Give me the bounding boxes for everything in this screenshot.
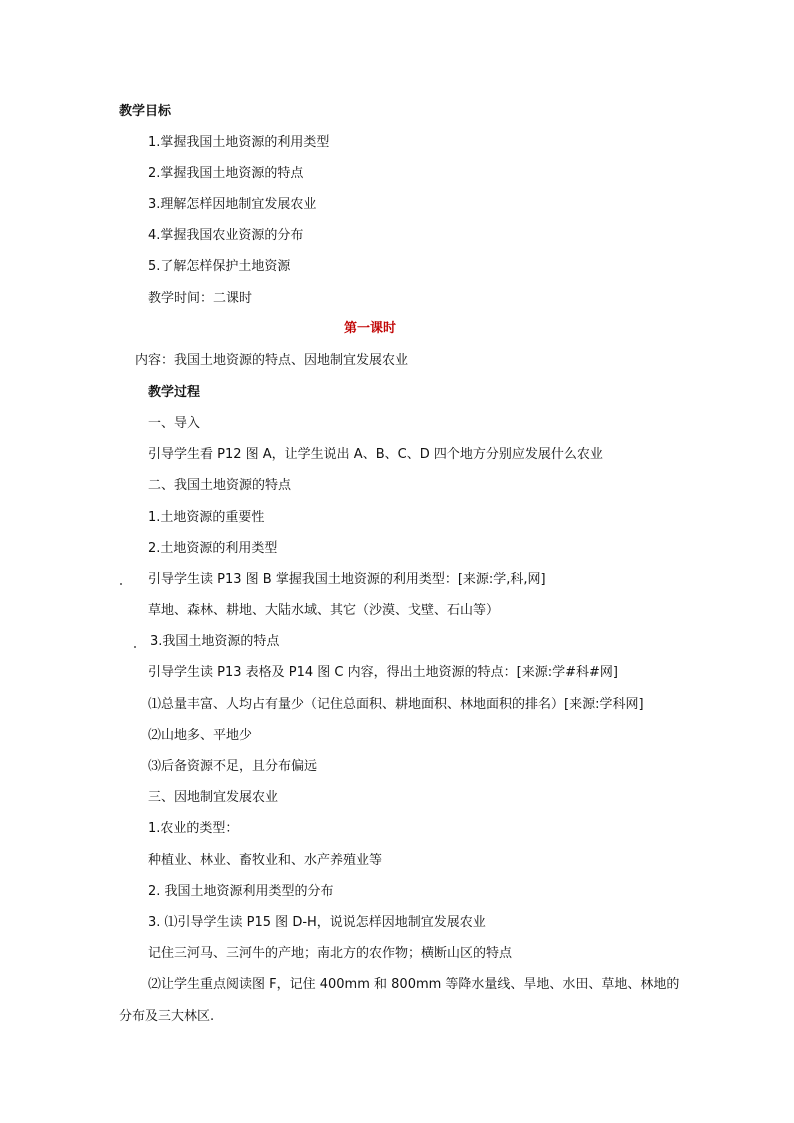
- text-line: 引导学生读 P13 图 B 掌握我国土地资源的利用类型：[来源:学,科,网]: [148, 572, 546, 587]
- text-line: 2.土地资源的利用类型: [148, 541, 278, 556]
- text-line: 1.农业的类型：: [148, 821, 239, 836]
- heading-teaching-process: 教学过程: [148, 385, 201, 400]
- lesson-title: 第一课时: [344, 321, 397, 336]
- text-line: 1.土地资源的重要性: [148, 510, 265, 525]
- objective-2: 2.掌握我国土地资源的特点: [148, 166, 304, 181]
- objective-3: 3.理解怎样因地制宜发展农业: [148, 197, 317, 212]
- objective-4: 4.掌握我国农业资源的分布: [148, 228, 304, 243]
- text-line: 草地、森林、耕地、大陆水域、其它（沙漠、戈壁、石山等）: [148, 603, 500, 618]
- text-line: ⑶后备资源不足，且分布偏远: [148, 759, 318, 774]
- objective-1: 1.掌握我国土地资源的利用类型: [148, 135, 330, 150]
- text-line: 3.我国土地资源的特点: [150, 634, 280, 649]
- text-line: 2. 我国土地资源利用类型的分布: [148, 884, 334, 899]
- text-line: ⑵山地多、平地少: [148, 728, 253, 743]
- text-line: 种植业、林业、畜牧业和、水产养殖业等: [148, 853, 383, 868]
- objective-5: 5.了解怎样保护土地资源: [148, 259, 291, 274]
- text-line: 引导学生读 P13 表格及 P14 图 C 内容，得出土地资源的特点：[来源:学#科#网]: [148, 665, 618, 680]
- text-line: 二、我国土地资源的特点: [148, 478, 292, 493]
- content-line: 内容：我国土地资源的特点、因地制宜发展农业: [135, 353, 409, 368]
- text-line: 分布及三大林区.: [119, 1009, 215, 1024]
- text-line: ⑵让学生重点阅读图 F，记住 400mm 和 800mm 等降水量线、旱地、水田、草地、林地的: [148, 977, 680, 992]
- heading-teaching-goals: 教学目标: [119, 104, 172, 119]
- margin-mark: [134, 646, 136, 648]
- text-line: 三、因地制宜发展农业: [148, 790, 279, 805]
- text-line: ⑴总量丰富、人均占有量少（记住总面积、耕地面积、林地面积的排名）[来源:学科网]: [148, 697, 644, 712]
- text-line: 3. ⑴引导学生读 P15 图 D-H，说说怎样因地制宜发展农业: [148, 915, 486, 930]
- text-line: 记住三河马、三河牛的产地；南北方的农作物；横断山区的特点: [148, 946, 513, 961]
- text-line: 引导学生看 P12 图 A，让学生说出 A、B、C、D 四个地方分别应发展什么农业: [148, 447, 603, 462]
- teaching-time: 教学时间：二课时: [148, 291, 253, 306]
- margin-mark: [120, 583, 122, 585]
- text-line: 一、导入: [148, 416, 201, 431]
